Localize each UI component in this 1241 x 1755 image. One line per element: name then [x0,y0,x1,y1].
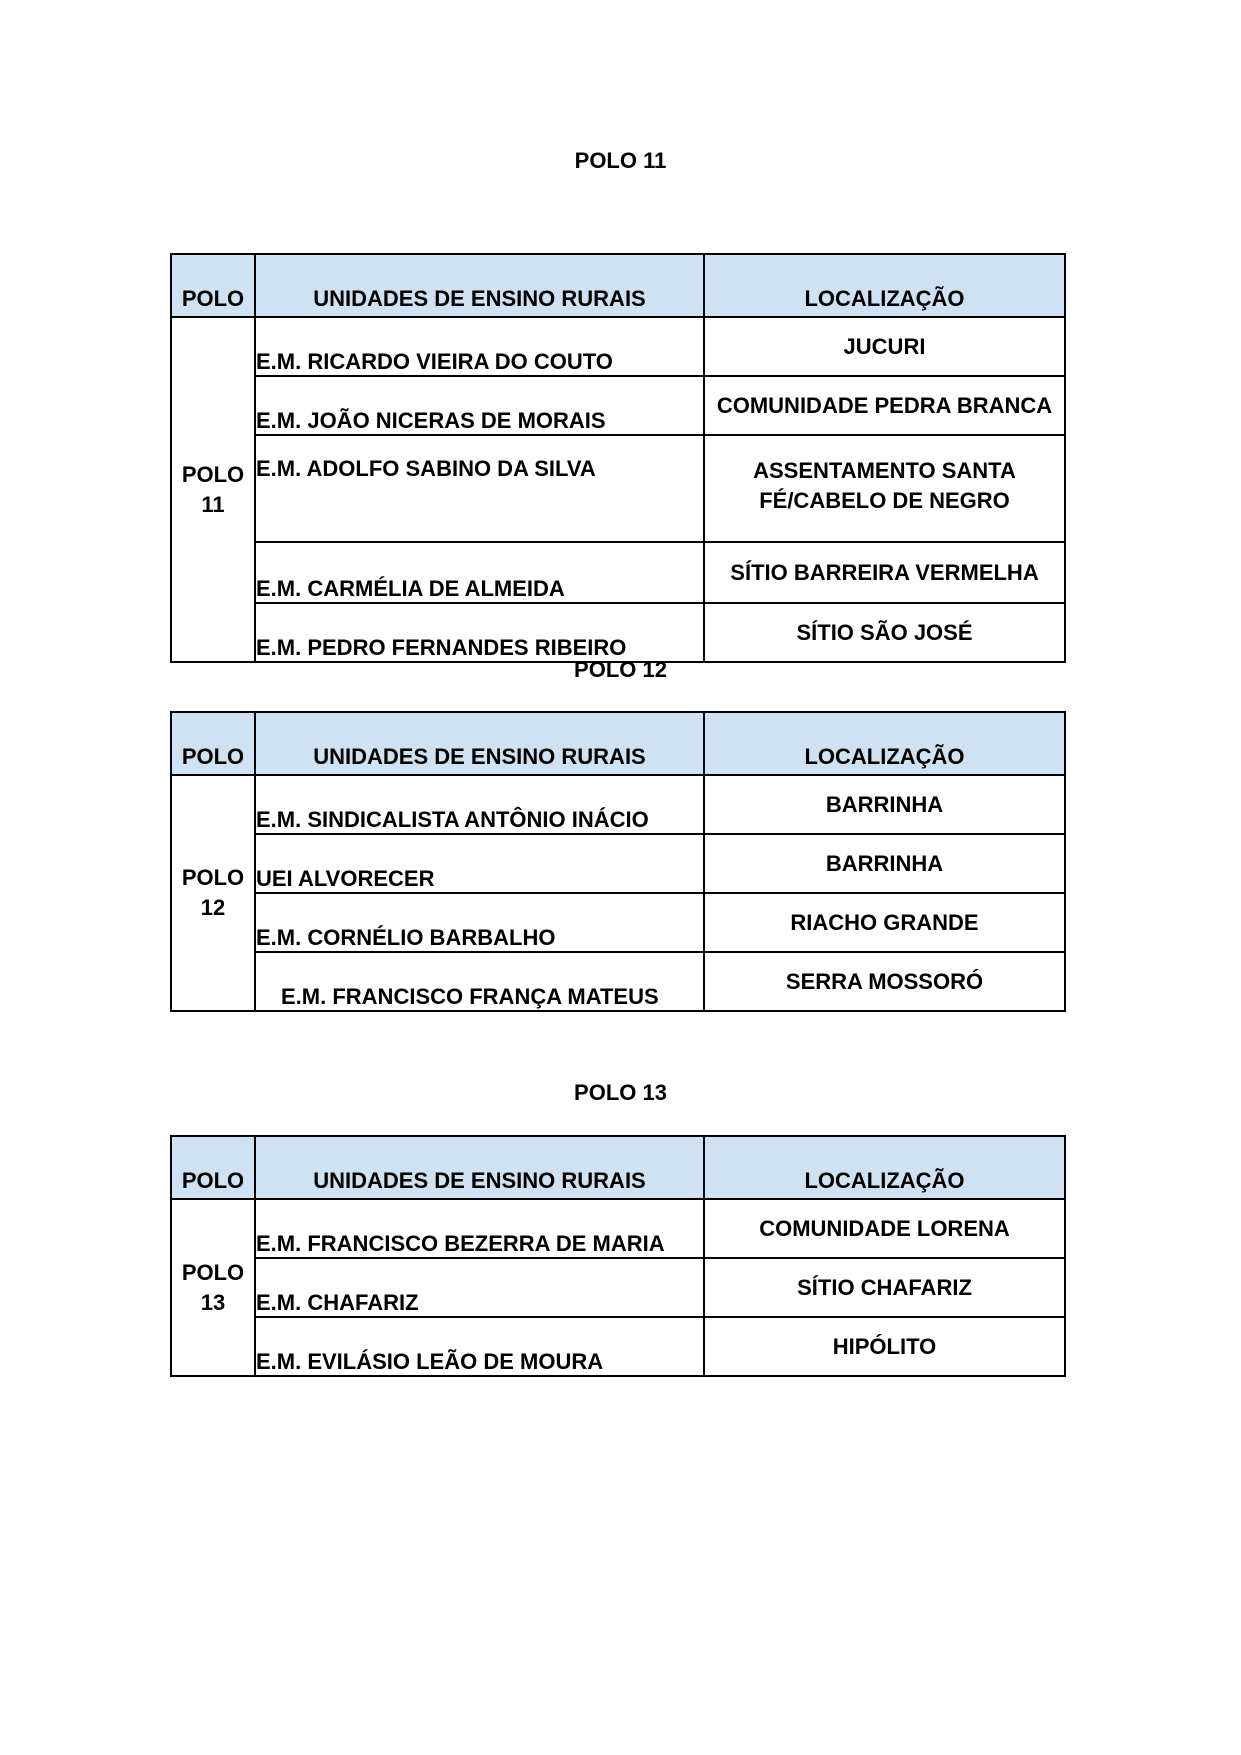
header-localizacao: LOCALIZAÇÃO [704,1136,1065,1199]
school-cell: E.M. ADOLFO SABINO DA SILVA [255,435,704,542]
location-cell: COMUNIDADE LORENA [704,1199,1065,1258]
location-cell: HIPÓLITO [704,1317,1065,1376]
location-cell [704,435,1065,542]
location-cell: BARRINHA [704,775,1065,834]
table-row [171,834,1065,893]
polo-number: 12 [200,895,226,920]
table-row [171,1317,1065,1376]
table-row [171,893,1065,952]
school-cell: E.M. SINDICALISTA ANTÔNIO INÁCIO [255,775,704,834]
school-cell: UEI ALVORECER [255,834,704,893]
polo-label: POLO [181,1259,245,1285]
table-row [171,775,1065,834]
table-row [171,317,1065,376]
polo-number: 13 [200,1289,226,1315]
table-row [171,435,1065,542]
location-cell: COMUNIDADE PEDRA BRANCA [704,376,1065,435]
table-header-row [171,712,1065,775]
school-cell: E.M. PEDRO FERNANDES RIBEIRO [255,603,704,662]
location-cell: SÍTIO CHAFARIZ [704,1258,1065,1317]
polo-cell [171,1199,255,1376]
location-cell: RIACHO GRANDE [704,893,1065,952]
school-cell: E.M. CHAFARIZ [255,1258,704,1317]
school-cell: E.M. FRANCISCO FRANÇA MATEUS [255,952,704,1011]
header-polo: POLO [171,254,255,317]
header-unidades: UNIDADES DE ENSINO RURAIS [255,254,704,317]
header-unidades: UNIDADES DE ENSINO RURAIS [255,1136,704,1199]
table-row [171,952,1065,1011]
table-row [171,1258,1065,1317]
polo-cell [171,317,255,662]
polo-label: POLO [181,865,245,890]
school-cell: E.M. EVILÁSIO LEÃO DE MOURA [255,1317,704,1376]
location-line: FÉ/CABELO DE NEGRO [759,488,1010,513]
polo-13-table [170,1135,1066,1377]
school-cell: E.M. RICARDO VIEIRA DO COUTO [255,317,704,376]
header-unidades: UNIDADES DE ENSINO RURAIS [255,712,704,775]
table-row [171,542,1065,603]
header-localizacao: LOCALIZAÇÃO [704,712,1065,775]
location-cell: SÍTIO SÃO JOSÉ [704,603,1065,662]
polo-cell [171,775,255,1011]
location-line: ASSENTAMENTO SANTA [753,458,1016,483]
section-title-polo-12: POLO 12 [574,657,667,682]
location-cell: SÍTIO BARREIRA VERMELHA [704,542,1065,603]
school-cell: E.M. FRANCISCO BEZERRA DE MARIA [255,1199,704,1258]
location-cell: BARRINHA [704,834,1065,893]
table-header-row [171,1136,1065,1199]
school-cell: E.M. JOÃO NICERAS DE MORAIS [255,376,704,435]
table-row [171,603,1065,662]
polo-number: 11 [201,491,225,517]
section-title-polo-11: POLO 11 [574,148,667,173]
header-localizacao: LOCALIZAÇÃO [704,254,1065,317]
table-header-row [171,254,1065,317]
location-cell: SERRA MOSSORÓ [704,952,1065,1011]
section-title-polo-13: POLO 13 [574,1080,667,1105]
table-row [171,376,1065,435]
polo-12-table [170,711,1066,1012]
header-polo: POLO [171,712,255,775]
location-cell: JUCURI [704,317,1065,376]
polo-11-table [170,253,1066,663]
school-cell: E.M. CARMÉLIA DE ALMEIDA [255,542,704,603]
table-row [171,1199,1065,1258]
polo-label: POLO [181,461,245,487]
header-polo: POLO [171,1136,255,1199]
school-cell: E.M. CORNÉLIO BARBALHO [255,893,704,952]
